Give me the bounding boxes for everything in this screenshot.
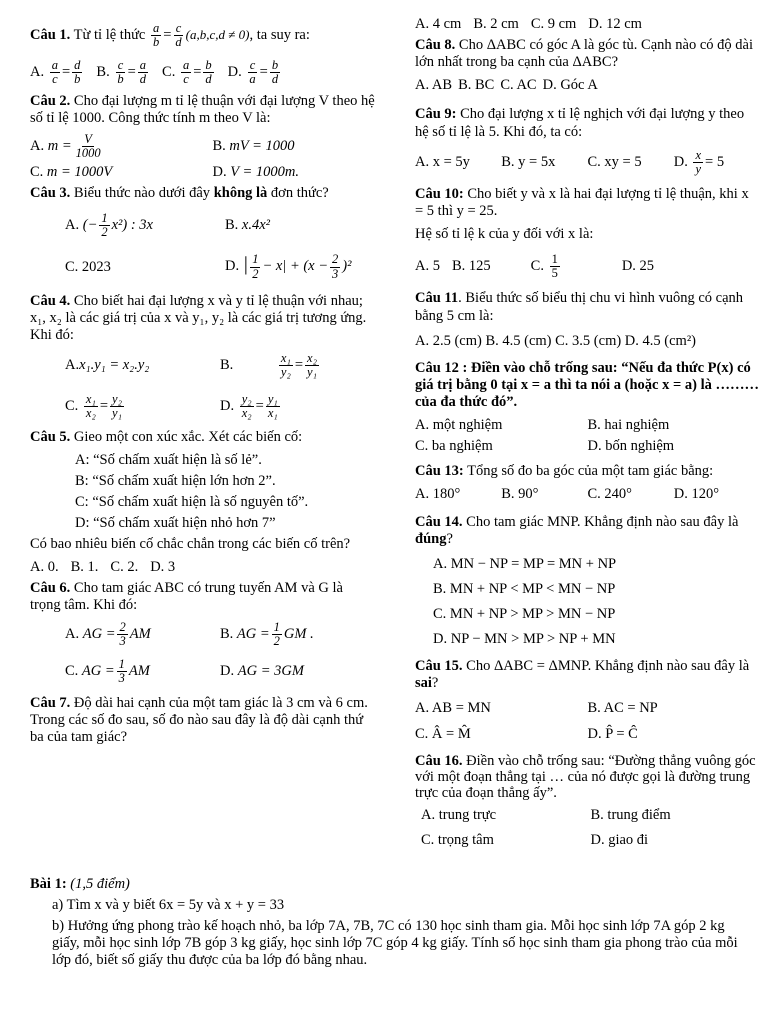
question-text: Cho ΔABC có góc A là góc tù. Cạnh nào có độ dài lớn nhất trong ba cạnh của ΔABC? [415, 37, 753, 71]
option-a[interactable]: A. x = 5y [415, 153, 470, 170]
question-8 [415, 37, 760, 71]
question-text: Cho đại lượng x tỉ lệ nghịch với đại lượng y theo hệ số tỉ lệ là 5. Khi đó, ta có: [415, 106, 745, 140]
question-label: Câu 13: [415, 463, 464, 480]
question-6 [30, 580, 375, 614]
question-label: Câu 5. [30, 428, 71, 445]
question-text: Hệ số tỉ lệ k của y đối với x là: [415, 226, 594, 243]
question-label: Câu 8. [415, 37, 456, 54]
question-15: Câu 15. Cho ΔABC = ΔMNP. Khẳng định nào sau đây là sai? [415, 658, 750, 692]
question-13 [415, 463, 760, 480]
question-text: Cho tam giác ABC có trung tuyến AM và G là trọng tâm. Khi đó: [30, 580, 343, 614]
q10-options [415, 253, 760, 280]
option-a[interactable]: A. trung trực [421, 807, 497, 824]
option-c[interactable]: C. $\frac{a}{c}$ = $\frac{b}{d}$ [162, 58, 212, 87]
q3-options-row2 [30, 253, 375, 280]
option-c[interactable]: C. $\frac{1}{5}$ [530, 252, 558, 281]
option-c[interactable]: C. m = 1000V [30, 163, 113, 180]
event-item: A: “Số chấm xuất hiện là số lẻ”. [75, 451, 262, 468]
option-c[interactable]: C. trọng tâm [421, 832, 494, 849]
question-2 [30, 93, 375, 127]
question-label: Câu 2. [30, 92, 71, 109]
question-text: , ta suy ra: [249, 26, 310, 43]
q7-options [415, 16, 760, 33]
q12-options-row2 [415, 438, 760, 455]
option-a[interactable]: A. $\frac{a}{c}$ = $\frac{d}{b}$ [30, 58, 81, 87]
question-label: Câu 15. [415, 658, 463, 675]
event-item: B: “Số chấm xuất hiện lớn hơn 2”. [75, 472, 276, 489]
question-11 [415, 290, 760, 324]
event-item: C: “Số chấm xuất hiện là số nguyên tố”. [75, 493, 309, 510]
option-b[interactable]: B. y = 5x [501, 153, 556, 170]
exercise-points: (1,5 điểm) [70, 876, 130, 892]
option-c[interactable]: C. 240° [587, 486, 632, 503]
option-b[interactable]: B. mV = 1000 [212, 137, 295, 154]
option-a[interactable]: A. 180° [415, 486, 461, 503]
question-text: Từ tỉ lệ thức [73, 26, 146, 43]
option-b[interactable]: B. $\frac{c}{b}$ = $\frac{a}{d}$ [96, 58, 147, 87]
q11-options[interactable]: A. 2.5 (cm) B. 4.5 (cm) C. 3.5 (cm) D. 4.5 (cm²) [415, 332, 696, 349]
question-label: Câu 11 [415, 290, 459, 307]
question-12 [415, 360, 760, 411]
option-d[interactable]: D. $\frac{x}{y}$ = 5 [673, 147, 725, 176]
option-b[interactable]: B. 125 [451, 258, 491, 275]
option-c[interactable]: C. 9 cm [530, 16, 577, 32]
question-label: Câu 12 : [415, 359, 468, 376]
question-14: Câu 14. Cho tam giác MNP. Khẳng định nào sau đây là đúng? [415, 513, 739, 547]
question-label: Câu 3. [30, 185, 71, 202]
option-a[interactable]: A. 5 [415, 258, 440, 275]
option-b[interactable]: B. 1. [70, 559, 99, 576]
option-a[interactable]: A. m = $\frac{V}{1000}$ [30, 131, 101, 160]
option-b[interactable]: B. AG = $\frac{1}{2}$ GM . [220, 619, 314, 648]
option-b[interactable]: B. 2 cm [473, 16, 519, 32]
left-column [30, 16, 375, 752]
question-label: Câu 16. [415, 752, 463, 769]
q4-options-row2 [30, 393, 375, 420]
option-a[interactable]: A.x₁.y₁ = x₂.y₂ [65, 357, 150, 374]
exercise-1 [30, 876, 745, 976]
question-label: Câu 1. [30, 26, 71, 43]
q6-options-row1 [30, 621, 375, 648]
option-d[interactable]: D. 120° [673, 486, 720, 503]
option-a[interactable]: A. 0. [30, 559, 59, 576]
question-label: Câu 7. [30, 695, 71, 712]
q1-options [30, 59, 375, 86]
option-b[interactable]: B. MN + NP < MP < MN − NP [433, 580, 616, 597]
option-d[interactable]: D. P̂ = Ĉ [587, 725, 638, 742]
option-d[interactable]: D. 3 [150, 559, 176, 576]
option-a[interactable]: A. AG = $\frac{2}{3}$ AM [65, 619, 151, 648]
question-text: . Biểu thức số biểu thị chu vi hình vuông có cạnh bằng 5 cm là: [415, 290, 744, 324]
option-c[interactable]: C. xy = 5 [587, 153, 642, 170]
option-a[interactable]: A. MN − NP = MP = MN + NP [433, 555, 617, 572]
question-5 [30, 429, 375, 446]
option-c[interactable]: C. $\frac{\text{x₁}}{\text{x₂}}$ = $\frac{\text{y₂}}{\text{y₁}}$ [65, 392, 122, 421]
question-1: Câu 1. Từ tỉ lệ thức $\frac{a}{b}$ = $\frac{c}{d}$ (a,b,c,d ≠ 0), ta suy ra: [30, 21, 310, 50]
exercise-label: Bài 1: [30, 876, 67, 892]
q16-options-row1 [415, 807, 760, 824]
exercise-title [30, 876, 745, 893]
option-c[interactable]: C. AG = $\frac{1}{3}$ AM [65, 656, 150, 685]
option-b[interactable]: B. BC [458, 77, 495, 94]
option-c[interactable]: C. ba nghiệm [415, 438, 493, 455]
q2-options-row2 [30, 164, 375, 181]
question-text: Có bao nhiêu biến cố chắc chắn trong các biến cố trên? [30, 536, 351, 553]
option-a[interactable]: A. (− $\frac{1}{2}$ x²) : 3x [65, 211, 153, 240]
event-item: D: “Số chấm xuất hiện nhỏ hơn 7” [75, 515, 276, 531]
q14-options [415, 556, 760, 648]
option-d[interactable]: D. $\frac{\text{y₂}}{\text{x₂}}$ = $\frac{\text{y₁}}{\text{x₁}}$ [220, 392, 278, 421]
option-b[interactable]: B. AC = NP [587, 700, 658, 717]
question-label: Câu 10: [415, 185, 464, 202]
option-c[interactable]: C. AC [500, 77, 537, 94]
exercise-part-b: b) Hưởng ứng phong trào kế hoạch nhỏ, ba lớp 7A, 7B, 7C có 130 học sinh tham gia. Mỗi học sinh lớp 7A góp 2 kg giấy, mỗi học sinh lớp 7B góp 3 kg giấy, học sinh lớp 7C góp 4 kg giấy. Tính số học sinh tham gia phong trào của mỗi lớp đó, biết số giấy thu được của ba lớp đó bằng nhau. [52, 918, 738, 969]
fraction: $\frac{c}{d}$ [175, 21, 182, 50]
option-a[interactable]: A. AB [415, 77, 453, 94]
q5-options [30, 559, 375, 576]
option-d[interactable]: D. 25 [621, 258, 655, 275]
question-label: Câu 9: [415, 106, 457, 123]
question-10 [415, 186, 760, 220]
question-9 [415, 106, 760, 140]
option-b[interactable]: B. 90° [501, 486, 539, 503]
option-b[interactable]: B. x.4x² [225, 217, 271, 234]
q4-options-row1 [30, 352, 375, 379]
question-text: Cho đại lượng m tỉ lệ thuận với đại lượng V theo hệ số tỉ lệ 1000. Công thức tính m theo V là: [30, 92, 375, 126]
option-d[interactable]: D. 12 cm [588, 16, 642, 32]
option-d[interactable]: D. | $\frac{1}{2}$ − x| + (x − $\frac{2}{3}$ )² [225, 252, 352, 281]
option-d[interactable]: D. $\frac{c}{a}$ = $\frac{b}{d}$ [227, 58, 279, 87]
q2-options-row1 [30, 133, 375, 160]
question-text: Gieo một con xúc xắc. Xét các biến cố: [73, 428, 303, 445]
question-16 [415, 753, 760, 802]
q6-options-row2 [30, 658, 375, 685]
q16-options-row2 [415, 832, 760, 849]
question-4 [30, 293, 375, 344]
question-text: Điền vào chỗ trống sau: “Đường thẳng vuông góc với một đoạn thẳng tại … của nó được gọi là đường trung trực của đoạn thẳng ấy”. [415, 752, 756, 802]
option-b[interactable]: B. $\frac{\text{x₁}}{\text{y₂}}$ = $\frac{\text{x₂}}{\text{y₁}}$ [220, 351, 317, 380]
condition: (a,b,c,d ≠ 0) [185, 26, 250, 42]
option-d[interactable]: D. NP − MN > MP > NP + MN [433, 631, 616, 648]
option-c[interactable]: C. Â = M̂ [415, 725, 471, 742]
question-text: Cho biết hai đại lượng x và y tỉ lệ thuận với nhau; x₁, x₂ là các giá trị của x và y₁, y₂ là các giá trị tương ứng. Khi đó: [30, 292, 367, 343]
q8-options [415, 77, 760, 94]
event-list [30, 452, 375, 532]
right-column [415, 16, 760, 854]
q12-options-row1 [415, 417, 760, 434]
option-a[interactable]: A. AB = MN [415, 700, 491, 717]
option-c[interactable]: C. 2023 [65, 258, 111, 275]
option-c[interactable]: C. 2. [110, 559, 139, 576]
question-3: Câu 3. Biểu thức nào dưới đây không là đơn thức? [30, 185, 329, 202]
question-text: Tổng số đo ba góc của một tam giác bằng: [467, 463, 714, 480]
q15-options-row1 [415, 700, 760, 717]
option-d[interactable]: D. giao đi [590, 832, 649, 849]
option-b[interactable]: B. hai nghiệm [587, 417, 670, 434]
option-d[interactable]: D. AG = 3GM [220, 662, 304, 679]
option-b[interactable]: B. trung điểm [590, 807, 671, 824]
option-d[interactable]: D. V = 1000m. [212, 163, 299, 180]
option-d[interactable]: D. bốn nghiệm [587, 438, 675, 455]
question-7 [30, 695, 375, 746]
question-text: Độ dài hai cạnh của một tam giác là 3 cm và 6 cm. Trong các số đo sau, số đo nào sau đây là độ dài cạnh thứ ba của tam giác? [30, 695, 368, 746]
option-c[interactable]: C. MN + NP > MP > MN − NP [433, 606, 616, 623]
fraction: $\frac{a}{b}$ [152, 21, 160, 50]
q3-options-row1 [30, 212, 375, 239]
option-a[interactable]: A. 4 cm [415, 16, 462, 32]
exercise-part-a: a) Tìm x và y biết 6x = 5y và x + y = 33 [52, 897, 285, 914]
q9-options [415, 149, 760, 176]
q13-options [415, 486, 760, 503]
question-label: Câu 14. [415, 513, 463, 530]
q15-options-row2 [415, 726, 760, 743]
question-text: Điền vào chỗ trống sau: “Nếu đa thức P(x) có giá trị bằng 0 tại x = a thì ta nói a (hoặc x = a) là ……… của đa thức đó”. [415, 359, 759, 411]
option-d[interactable]: D. Góc A [542, 77, 598, 94]
question-label: Câu 6. [30, 580, 71, 597]
option-a[interactable]: A. một nghiệm [415, 417, 503, 434]
question-text: Cho biết y và x là hai đại lượng tỉ lệ thuận, khi x = 5 thì y = 25. [415, 185, 749, 220]
question-label: Câu 4. [30, 292, 71, 309]
